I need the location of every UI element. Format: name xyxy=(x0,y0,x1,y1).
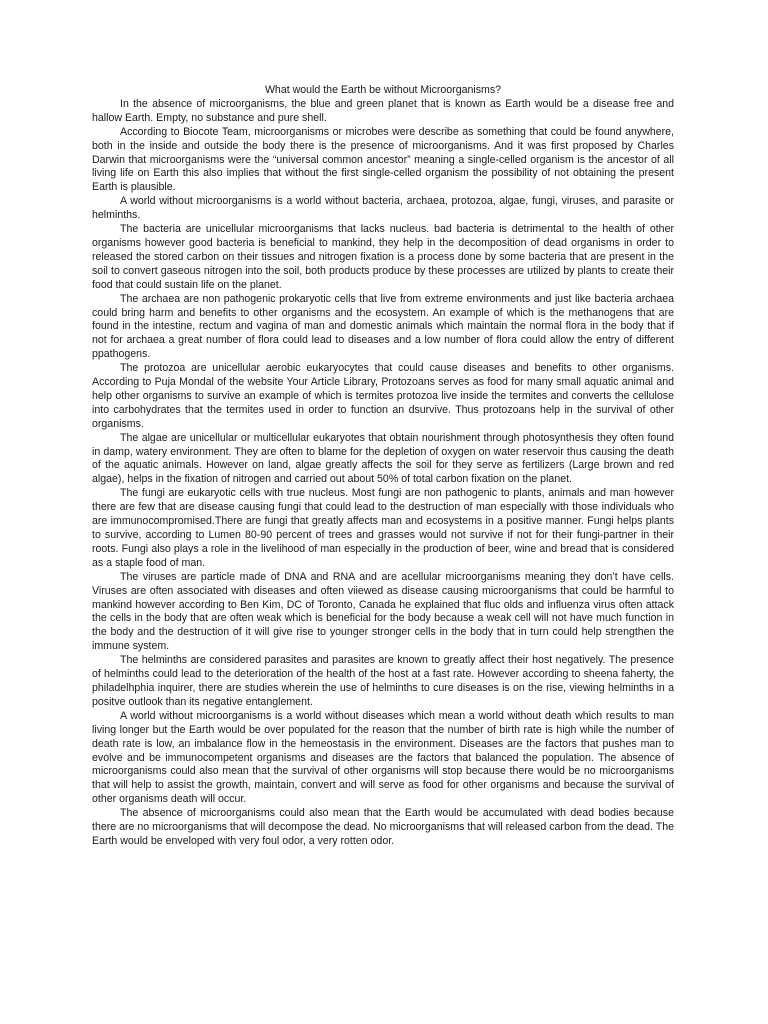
paragraph-biocote-darwin: According to Biocote Team, microorganisms or microbes were describe as something that could be found anywhere, both in the inside and outside the body there is the presence of microorganisms. And it was first proposed by Charles Darwin that microorganisms were the “universal common ancestor” meaning a single-celled organism is the ancestor of all living life on Earth this also implies that without the first single-celled organism the possibility of not obtaining the present Earth is plausible. xyxy=(92,125,674,194)
paragraph-world-without-microbes: A world without microorganisms is a world without bacteria, archaea, protozoa, algae, fungi, viruses, and parasite or helminths. xyxy=(92,195,674,222)
paragraph-dead-bodies: The absence of microorganisms could also mean that the Earth would be accumulated with dead bodies because there are no microorganisms that will decompose the dead. No microorganisms that will released carbon from the dead. The Earth would be enveloped with very foul odor, a very rotten odor. xyxy=(92,807,674,847)
paragraph-bacteria: The bacteria are unicellular microorganisms that lacks nucleus. bad bacteria is detrimental to the health of other organisms however good bacteria is beneficial to mankind, they help in the decomposition of dead organisms in order to released the stored carbon on their tissues and nitrogen fixation is a process done by some bacteria that are present in the soil to convert gaseous nitrogen into the soil, both products produce by these processes are utilized by plants to create their food that could sustain life on the planet. xyxy=(92,223,674,291)
paragraph-algae: The algae are unicellular or multicellular eukaryotes that obtain nourishment through photosynthesis they often found in damp, watery environment. They are often to blame for the depletion of oxygen on water reservoir thus causing the death of the aquatic animals. However on land, algae greatly affects the soil for they serve as fertilizers (Large brown and red algae), helps in the fixation of nitrogen and carried out about 50% of total carbon fixation on the planet. xyxy=(92,431,674,486)
document-body xyxy=(92,84,674,849)
paragraph-archaea: The archaea are non pathogenic prokaryotic cells that live from extreme environments and just like bacteria archaea could bring harm and benefits to other organisms and the ecosystem. An example of which is the methanogens that are found in the intestine, rectum and vagina of man and domestic animals which maintain the normal flora in the body that if not for archaea a great number of flora could lead to diseases and a low number of flora could allow the entry of different ppathogens. xyxy=(92,292,674,361)
document-title: What would the Earth be without Microorganisms? xyxy=(264,84,502,96)
paragraph-protozoa: The protozoa are unicellular aerobic eukaryocytes that could cause diseases and benefits to other organisms. According to Puja Mondal of the website Your Article Library, Protozoans serves as food for many small aquatic animal and help other organisms to survive an example of which is termites protozoa live inside the termites and converts the cellulose into carbohydrates that the termites used in order to function an dsurvive. Thus protozoans help in the survival of other organisms. xyxy=(92,362,674,430)
paragraph-viruses: The viruses are particle made of DNA and RNA and are acellular microorganisms meaning they don’t have cells. Viruses are often associated with diseases and often viiewed as disease causing microorganisms that could be harmful to mankind however according to Ben Kim, DC of Toronto, Canada he explained that fluc olds and influenza virus often attack the cells in the body that are often weak which is beneficial for the body because a weak cell will not have much function in the body and the destruction of it will give rise to younger stronger cells in the body that in turn could help strengthen the immune system. xyxy=(92,570,674,653)
paragraph-world-without-diseases: A world without microorganisms is a world without diseases which mean a world without death which results to man living longer but the Earth would be over populated for the reason that the number of birth rate is high while the number of death rate is low, an imbalance flow in the hemeostasis in the environment. Diseases are the factors that pushes man to evolve and be immunocompetent organisms and diseases are the factors that balanced the population. The absence of microorganisms could also mean that the survival of other organisms will stop because there would be no microorganisms that will help to assist the growth, maintain, convert and will serve as food for other organisms and because the survival of other organisms death will occur. xyxy=(92,709,674,806)
paragraph-fungi: The fungi are eukaryotic cells with true nucleus. Most fungi are non pathogenic to plants, animals and man however there are few that are disease causing fungi that could lead to the destruction of man especially with those individuals who are immunocompromised.There are fungi that greatly affects man and ecosystems in a positive manner. Fungi helps plants to survive, according to Lumen 80-90 percent of trees and grasses would not survive if not for their fungi-partner in their roots. Fungi also plays a role in the livelihood of man especially in the production of beer, wine and bread that is considered as a staple food of man. xyxy=(92,487,674,569)
paragraph-intro: In the absence of microorganisms, the blue and green planet that is known as Earth would be a disease free and hallow Earth. Empty, no substance and pure shell. xyxy=(92,97,674,124)
paragraph-helminths: The helminths are considered parasites and parasites are known to greatly affect their host negatively. The presence of helminths could lead to the deterioration of the health of the host at a fast rate. However according to sheena faherty, the philadelhphia inquirer, there are studies wherein the use of helminths to cure diseases is on the rise, viewing helminths in a positve outlook than its negative entanglement. xyxy=(92,654,674,708)
